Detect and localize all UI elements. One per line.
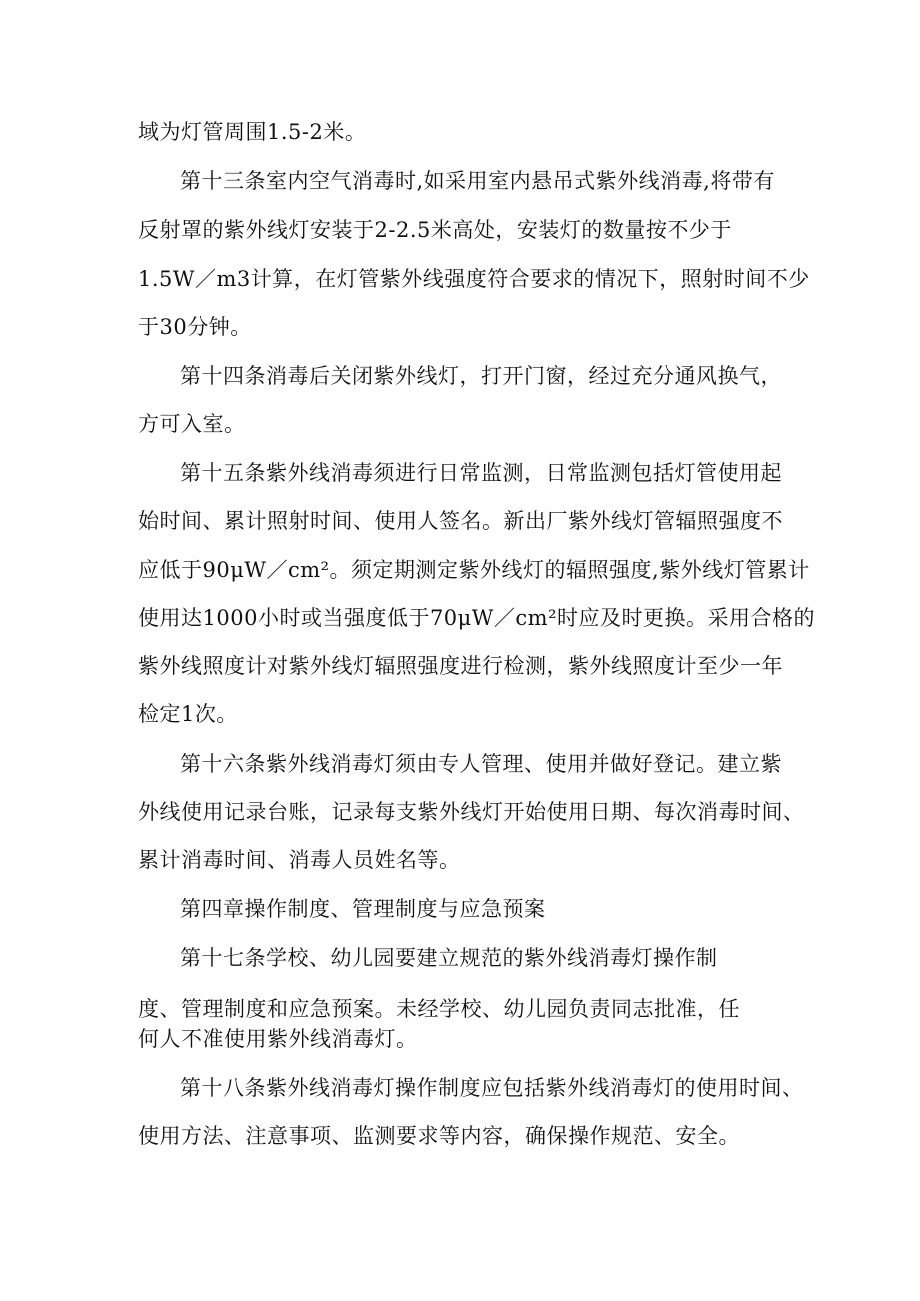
- text-line: 始时间、累计照射时间、使用人签名。新出厂紫外线灯管辐照强度不: [138, 509, 783, 533]
- text-line: 紫外线照度计对紫外线灯辐照强度进行检测，紫外线照度计至少一年: [138, 654, 783, 678]
- text-line: 使用方法、注意事项、监测要求等内容，确保操作规范、安全。: [138, 1124, 740, 1148]
- text-line: 反射罩的紫外线灯安装于2-2.5米高处，安装灯的数量按不少于: [138, 218, 732, 242]
- text-line: 1.5W／m3计算，在灯管紫外线强度符合要求的情况下，照射时间不少: [138, 267, 810, 291]
- text-line: 何人不准使用紫外线消毒灯。: [138, 1027, 418, 1051]
- chapter-4-heading: 第四章操作制度、管理制度与应急预案: [180, 897, 546, 921]
- text-line: 域为灯管周围1.5-2米。: [138, 120, 367, 144]
- article-14-heading-line: 第十四条消毒后关闭紫外线灯，打开门窗，经过充分通风换气，: [180, 364, 782, 388]
- text-line: 检定1次。: [138, 702, 238, 726]
- article-16-heading-line: 第十六条紫外线消毒灯须由专人管理、使用并做好登记。建立紫: [180, 752, 782, 776]
- text-line: 外线使用记录台账，记录每支紫外线灯开始使用日期、每次消毒时间、: [138, 800, 805, 824]
- article-15-heading-line: 第十五条紫外线消毒须进行日常监测，日常监测包括灯管使用起: [180, 461, 782, 485]
- article-18-heading-line: 第十八条紫外线消毒灯操作制度应包括紫外线消毒灯的使用时间、: [180, 1076, 804, 1100]
- article-17-heading-line: 第十七条学校、幼儿园要建立规范的紫外线消毒灯操作制: [180, 946, 718, 970]
- text-line: 应低于90μW／cm²。须定期测定紫外线灯的辐照强度,紫外线灯管累计: [138, 558, 810, 582]
- text-line: 方可入室。: [138, 412, 246, 436]
- text-line: 于30分钟。: [138, 315, 252, 339]
- text-line: 度、管理制度和应急预案。未经学校、幼儿园负责同志批准，任: [138, 997, 740, 1021]
- text-line: 使用达1000小时或当强度低于70μW／cm²时应及时更换。采用合格的: [138, 606, 815, 630]
- text-line: 累计消毒时间、消毒人员姓名等。: [138, 848, 461, 872]
- article-13-heading-line: 第十三条室内空气消毒时,如采用室内悬吊式紫外线消毒,将带有: [180, 169, 775, 193]
